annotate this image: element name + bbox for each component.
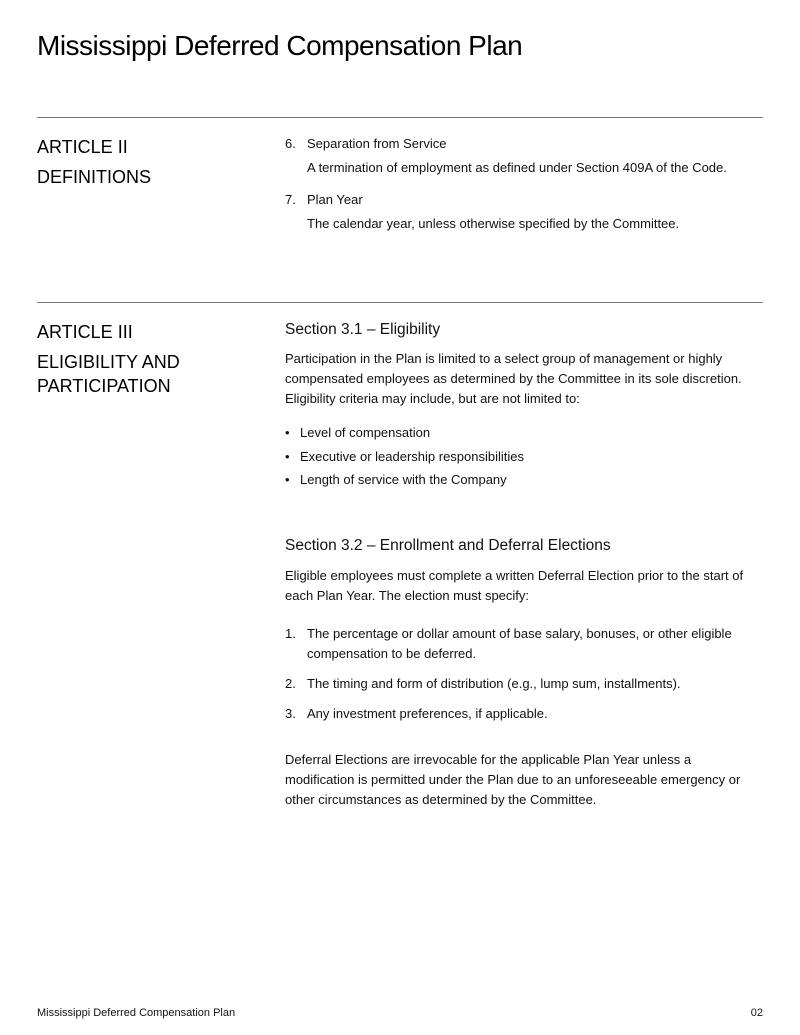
section-paragraph: Participation in the Plan is limited to a select group of management or highly compensated employees as determined by the Committee in its sole discretion. Eligibility criteria may include, but are not limited to: xyxy=(285,351,742,406)
divider xyxy=(37,302,763,303)
list-item: • Length of service with the Company xyxy=(285,470,765,494)
item-number: 3. xyxy=(285,706,296,721)
definitions-list xyxy=(285,134,765,234)
section-3-2 xyxy=(285,536,765,810)
article-title: DEFINITIONS xyxy=(37,167,152,187)
article-iii-heading xyxy=(37,320,180,398)
section-3-1 xyxy=(285,320,765,494)
definition-term: Plan Year xyxy=(307,192,363,207)
section-title: Section 3.1 – Eligibility xyxy=(285,321,441,338)
definition-item xyxy=(285,190,765,234)
article-label: ARTICLE III xyxy=(37,322,133,342)
bullet-list xyxy=(285,423,765,494)
definition-number: 6. xyxy=(285,136,296,151)
page-title: Mississippi Deferred Compensation Plan xyxy=(37,30,523,61)
list-item xyxy=(285,674,765,694)
item-text: The timing and form of distribution (e.g., lump sum, installments). xyxy=(307,676,681,691)
item-number: 1. xyxy=(285,626,296,641)
numbered-list xyxy=(285,624,765,724)
page-number: 02 xyxy=(750,1007,763,1019)
definition-number: 7. xyxy=(285,192,296,207)
definition-term: Separation from Service xyxy=(307,136,447,151)
list-item xyxy=(285,704,765,724)
article-title-line1: ELIGIBILITY AND xyxy=(37,352,180,372)
definition-text: The calendar year, unless otherwise specified by the Committee. xyxy=(307,216,680,231)
list-item: • Executive or leadership responsibilities xyxy=(285,447,765,471)
article-label: ARTICLE II xyxy=(37,137,128,157)
item-number: 2. xyxy=(285,676,296,691)
footer-title: Mississippi Deferred Compensation Plan xyxy=(37,1007,236,1019)
article-title-line2: PARTICIPATION xyxy=(37,376,171,396)
closing-paragraph: Deferral Elections are irrevocable for the applicable Plan Year unless a modification is permitted under the Plan due to an unforeseeable emergency or other circumstances as determined by the Committee. xyxy=(285,752,741,807)
article-ii-heading xyxy=(37,135,151,189)
list-item: • Level of compensation xyxy=(285,423,765,447)
divider xyxy=(37,117,763,118)
definition-text: A termination of employment as defined under Section 409A of the Code. xyxy=(307,160,727,175)
section-title: Section 3.2 – Enrollment and Deferral Elections xyxy=(285,537,611,554)
list-item xyxy=(285,624,765,664)
definition-item xyxy=(285,134,765,178)
item-text: Any investment preferences, if applicable. xyxy=(307,706,548,721)
section-paragraph: Eligible employees must complete a written Deferral Election prior to the start of each Plan Year. The election must specify: xyxy=(285,568,744,603)
item-text: The percentage or dollar amount of base salary, bonuses, or other eligible compensation to be deferred. xyxy=(307,626,732,661)
